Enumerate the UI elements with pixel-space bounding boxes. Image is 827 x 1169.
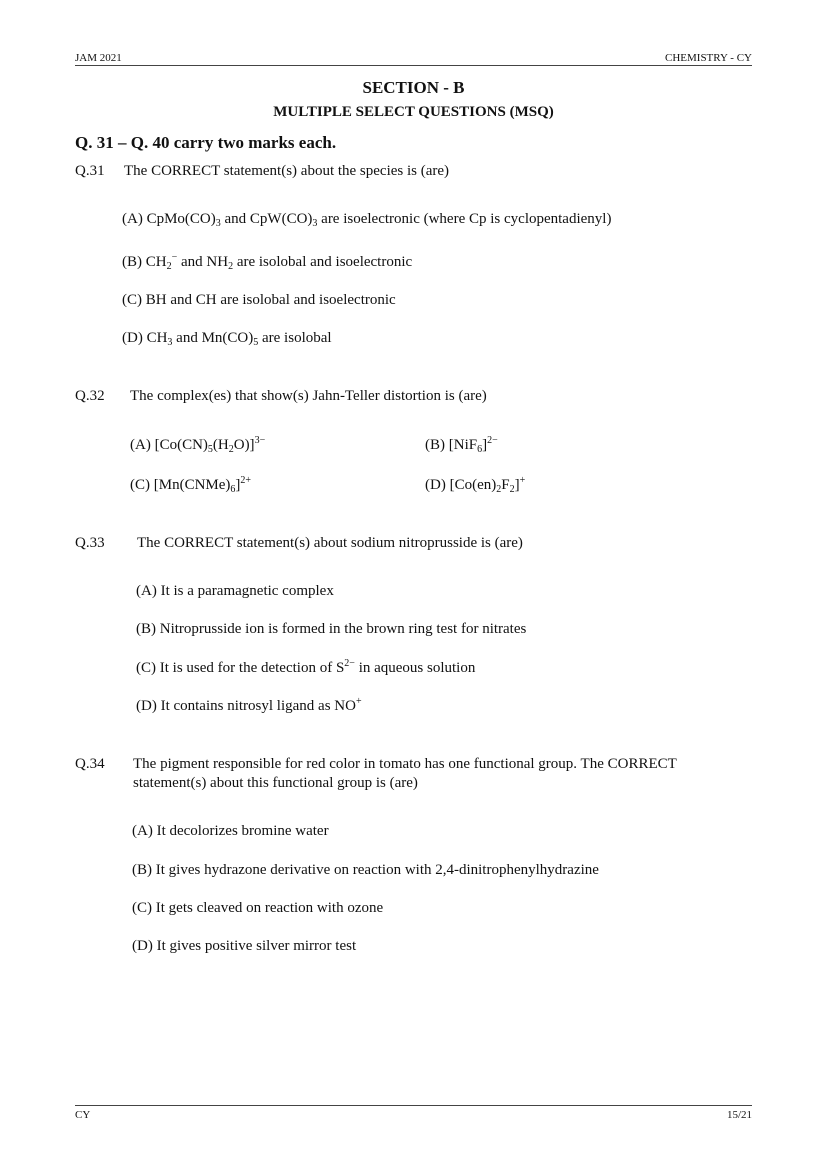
option-d: (D) $CH_3$ and $Mn(CO)_5$ are isolobal — [122, 330, 332, 348]
question-stem-line-2: statement(s) about this functional group is (are) — [133, 775, 418, 791]
option-d: (D) It gives positive silver mirror test — [132, 938, 357, 954]
option-a: (A) $[Co(CN)_5(H_2O)]^{3-}$ — [130, 435, 266, 455]
option-b: (B) $CH_2^-$ and $NH_2$ are isolobal and isoelectronic — [122, 252, 413, 272]
header-rule — [75, 65, 752, 66]
option-a: (A) It is a paramagnetic complex — [136, 583, 334, 599]
question-stem: The CORRECT statement(s) about sodium nitroprusside is (are) — [137, 535, 523, 551]
section-title: SECTION - B — [362, 78, 465, 97]
question-number: Q.31 — [75, 163, 105, 179]
option-a: (A) It decolorizes bromine water — [132, 823, 329, 839]
footer-paper-code: CY — [75, 1109, 91, 1121]
marks-note: Q. 31 – Q. 40 carry two marks each. — [75, 133, 337, 152]
question-number: Q.32 — [75, 388, 105, 404]
header-subject-label: CHEMISTRY - CY — [665, 52, 752, 64]
section-subtitle: MULTIPLE SELECT QUESTIONS (MSQ) — [273, 104, 554, 120]
option-b: (B) $[NiF_6]^{2-}$ — [425, 435, 498, 455]
option-c: (C) $[Mn(CNMe)_6]^{2+}$ — [130, 475, 252, 495]
header-exam-label: JAM 2021 — [75, 52, 122, 64]
question-stem: The complex(es) that show(s) Jahn-Teller distortion is (are) — [130, 388, 487, 404]
option-a: (A) $CpMo(CO)_3$ and $CpW(CO)_3$ are isoelectronic (where Cp is cyclopentadienyl) — [122, 211, 612, 229]
question-number: Q.34 — [75, 756, 105, 772]
page-number: 15/21 — [726, 1109, 752, 1121]
option-b: (B) Nitroprusside ion is formed in the brown ring test for nitrates — [136, 621, 527, 637]
question-stem-line-1: The pigment responsible for red color in tomato has one functional group. The CORRECT — [133, 756, 677, 772]
option-c: (C) It gets cleaved on reaction with ozone — [132, 900, 384, 916]
option-d: (D) $[Co(en)_2F_2]^+$ — [425, 475, 526, 495]
footer-rule — [75, 1105, 752, 1106]
option-c: (C) It is used for the detection of $S^{2-}$ in aqueous solution — [136, 658, 476, 676]
option-d: (D) It contains nitrosyl ligand as NO+ — [136, 696, 362, 714]
question-number: Q.33 — [75, 535, 105, 551]
question-stem: The CORRECT statement(s) about the species is (are) — [124, 163, 450, 179]
option-c: (C) BH and CH are isolobal and isoelectronic — [122, 292, 396, 308]
option-b: (B) It gives hydrazone derivative on reaction with 2,4-dinitrophenylhydrazine — [132, 862, 599, 878]
